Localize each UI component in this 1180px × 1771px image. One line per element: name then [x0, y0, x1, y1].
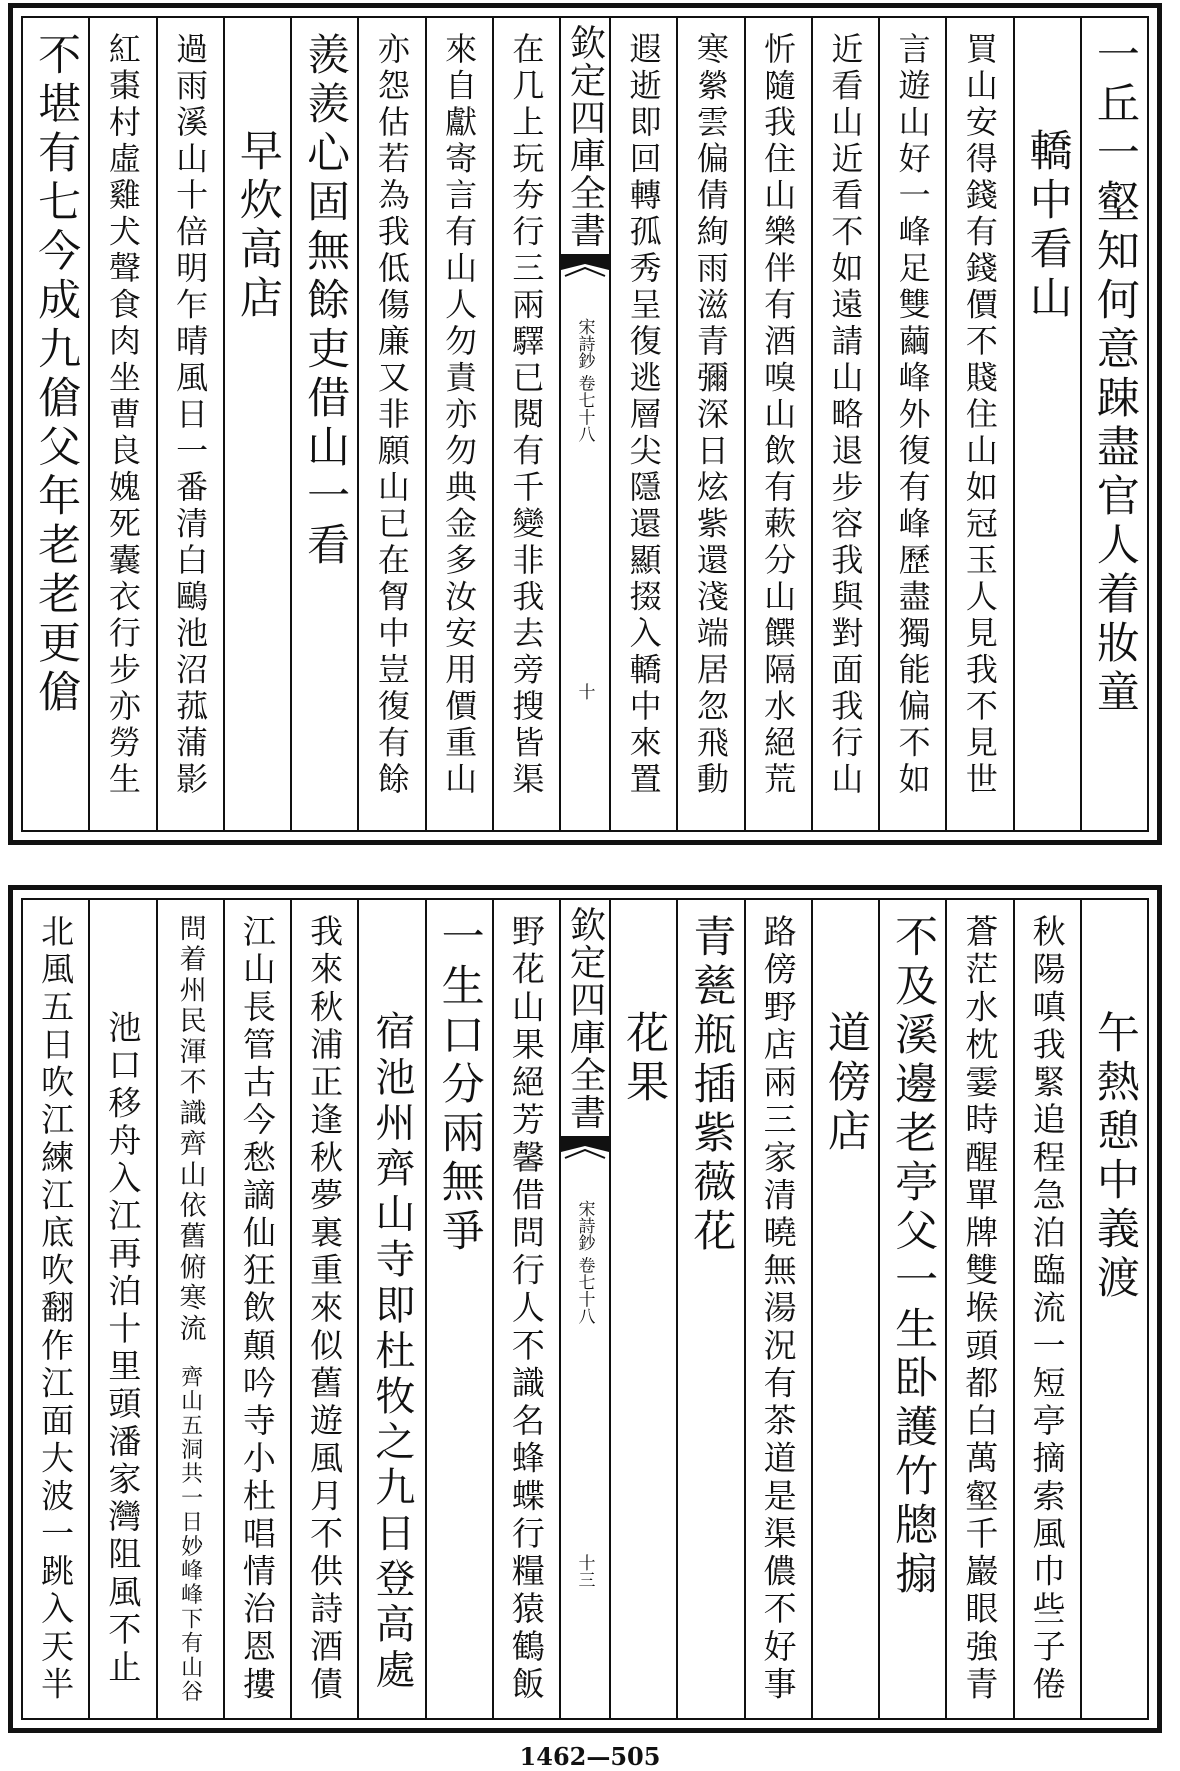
text-column	[676, 18, 743, 830]
text-column	[1013, 18, 1080, 830]
poem-line: 路傍野店兩三家清曉無湯況有茶道是渠儂不好事	[758, 914, 798, 1705]
poem-line: 秋陽嗔我緊追程急泊臨流一短亭摘索風巾些子倦	[1027, 914, 1067, 1705]
page-bottom-frame	[21, 898, 1149, 1720]
poem-line: 江山長管古今愁謫仙狂飲顛吟寺小杜唱情治恩摟	[237, 914, 277, 1705]
center-gutter	[559, 18, 609, 830]
page-bottom	[8, 885, 1162, 1733]
gutter-title: 欽定四庫全書	[564, 24, 606, 249]
poem-line: 在几上玩夯行三兩驛已閱有千變非我去旁搜皆渠	[507, 32, 546, 799]
poem-line: 來自獻寄言有山人勿責亦勿典金多汝安用價重山	[440, 32, 479, 799]
text-column	[88, 900, 155, 1718]
poem-title: 轎中看山	[1022, 128, 1073, 325]
poem-line: 不堪有七今成九傖父年老老更傖	[31, 32, 82, 719]
poem-line: 一生口分兩無爭	[434, 914, 485, 1258]
page-top-frame	[21, 16, 1149, 832]
text-column	[23, 18, 88, 830]
text-column	[744, 18, 811, 830]
text-column	[945, 18, 1012, 830]
text-column	[357, 18, 424, 830]
poem-line: 一丘一壑知何意踈盡官人着妝童	[1089, 32, 1140, 719]
text-column	[1013, 900, 1080, 1718]
poem-line: 言遊山好一峰足雙繭峰外復有峰歷盡獨能偏不如	[893, 32, 932, 799]
poem-title: 早炊高店	[232, 128, 283, 325]
page-bottom-columns	[23, 900, 1147, 1718]
text-column	[878, 900, 945, 1718]
poem-line: 亦怨估若為我低傷廉又非願山已在胷中豈復有餘	[372, 32, 411, 799]
fishtail-ornament-icon	[561, 1136, 609, 1176]
poem-line: 蒼茫水枕霎時醒單牌雙堠頭都白萬壑千巖眼強青	[960, 914, 1000, 1705]
text-column	[425, 18, 492, 830]
poem-line: 紅棗村虛雞犬聲食肉坐曹良媿死囊衣行步亦勞生	[103, 32, 142, 799]
text-column	[1080, 900, 1147, 1718]
poem-title: 宿池州齊山寺即杜牧之九日登高處	[368, 1010, 415, 1694]
text-column	[492, 900, 559, 1718]
text-column	[676, 900, 743, 1718]
gutter-volume: 宋詩鈔 卷七十八	[574, 1200, 595, 1325]
page-top	[8, 3, 1162, 845]
poem-title: 道傍店	[820, 1010, 871, 1158]
poem-line: 羨羨心固無餘吏借山一看	[300, 32, 351, 572]
text-column	[492, 18, 559, 830]
text-column	[425, 900, 492, 1718]
gutter-page-number: 十三	[574, 1554, 595, 1588]
poem-line: 寒縈雲偏倩絢雨滋青彌深日炫紫還淺端居忽飛動	[691, 32, 730, 799]
fishtail-ornament-icon	[561, 254, 609, 294]
poem-line: 問着州民渾不識齊山依舊俯寒流	[174, 914, 206, 1345]
text-column	[88, 18, 155, 830]
text-column	[811, 18, 878, 830]
poem-line: 不及溪邊老亭父一生卧護竹牕搧	[888, 914, 939, 1601]
gutter-title: 欽定四庫全書	[564, 906, 606, 1131]
text-column	[223, 900, 290, 1718]
poem-line: 忻隨我住山樂伴有酒嗅山飲有蔌分山饌隔水絕荒	[759, 32, 798, 799]
text-column	[609, 18, 676, 830]
text-column	[1080, 18, 1147, 830]
text-column	[223, 18, 290, 830]
poem-line: 遐逝即回轉孤秀呈復逃層尖隱還顯掇入轎中來置	[624, 32, 663, 799]
poem-line: 我來秋浦正逢秋夢裏重來似舊遊風月不供詩酒債	[305, 914, 345, 1705]
page-number: 1462—505	[519, 1742, 661, 1771]
text-column	[811, 900, 878, 1718]
text-column	[156, 900, 223, 1718]
text-column	[744, 900, 811, 1718]
poem-line: 北風五日吹江練江底吹翻作江面大波一跳入天半	[36, 914, 76, 1705]
text-column	[357, 900, 424, 1718]
text-column	[878, 18, 945, 830]
poem-line: 野花山果絕芳馨借問行人不識名蜂蝶行糧猿鶴飯	[506, 914, 546, 1705]
poem-line: 近看山近看不如遠請山略退步容我與對面我行山	[826, 32, 865, 799]
text-column	[609, 900, 676, 1718]
poem-line: 買山安得錢有錢價不賤住山如冠玉人見我不見世	[960, 32, 999, 799]
text-column	[290, 900, 357, 1718]
poem-line: 青甆瓶插紫薇花	[686, 914, 737, 1258]
poem-line: 過雨溪山十倍明乍晴風日一番清白鷗池沼菰蒲影	[171, 32, 210, 799]
gutter-page-number: 十	[574, 683, 595, 700]
text-column	[23, 900, 88, 1718]
poem-title: 午熱憩中義渡	[1089, 1010, 1140, 1305]
poem-title: 花果	[619, 1010, 670, 1109]
poem-title: 池口移舟入江再泊十里頭潘家灣阻風不止	[103, 1010, 143, 1688]
page-top-columns	[23, 18, 1147, 830]
text-column	[945, 900, 1012, 1718]
gutter-volume: 宋詩鈔 卷七十八	[574, 318, 595, 443]
text-column	[290, 18, 357, 830]
annotation-note: 齊山五洞共一日妙峰峰下有山谷	[177, 1365, 203, 1704]
text-column	[156, 18, 223, 830]
center-gutter	[559, 900, 609, 1718]
